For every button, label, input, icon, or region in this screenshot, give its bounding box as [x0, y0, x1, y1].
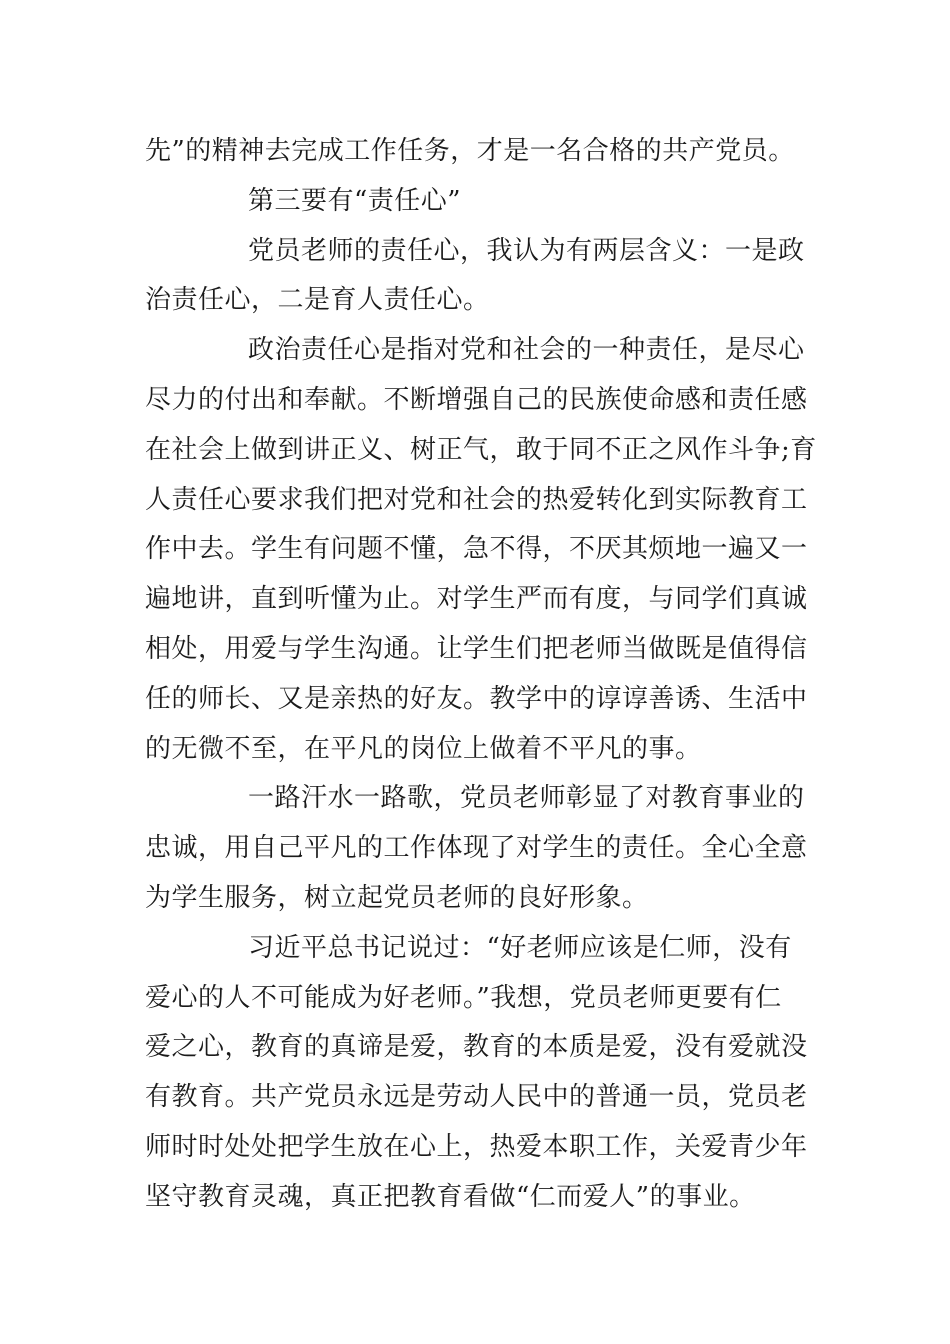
text-line: 爱之心，教育的真谛是爱，教育的本质是爱，没有爱就没	[145, 1032, 808, 1063]
paragraph-first-line: 习近平总书记说过：“好老师应该是仁师，没有	[248, 932, 792, 963]
text-line: 有教育。共产党员永远是劳动人民中的普通一员，党员老	[145, 1082, 808, 1113]
text-line: 为学生服务，树立起党员老师的良好形象。	[145, 882, 649, 913]
document-body	[145, 127, 817, 1223]
paragraph-first-line: 一路汗水一路歌，党员老师彰显了对教育事业的	[248, 783, 805, 814]
text-line: 相处，用爱与学生沟通。让学生们把老师当做既是值得信	[145, 633, 808, 664]
text-line: 忠诚，用自己平凡的工作体现了对学生的责任。全心全意	[145, 833, 808, 864]
text-line: 作中去。学生有问题不懂，急不得，不厌其烦地一遍又一	[145, 534, 808, 565]
text-line: 爱心的人不可能成为好老师。”我想，党员老师更要有仁	[145, 982, 782, 1013]
text-line: 坚守教育灵魂，真正把教育看做“仁而爱人”的事业。	[145, 1181, 756, 1212]
text-line: 先”的精神去完成工作任务，才是一名合格的共产党员。	[145, 136, 795, 166]
section-heading: 第三要有“责任心”	[248, 185, 462, 216]
paragraph-first-line: 政治责任心是指对党和社会的一种责任，是尽心	[248, 335, 805, 366]
paragraph-first-line: 党员老师的责任心，我认为有两层含义：一是政	[248, 235, 805, 266]
text-line: 师时时处处把学生放在心上，热爱本职工作，关爱青少年	[145, 1131, 808, 1162]
text-line: 在社会上做到讲正义、树正气，敢于同不正之风作斗争;育	[145, 434, 817, 465]
text-line: 任的师长、又是亲热的好友。教学中的谆谆善诱、生活中	[145, 683, 808, 714]
text-line: 人责任心要求我们把对党和社会的热爱转化到实际教育工	[145, 484, 808, 515]
text-line: 遍地讲，直到听懂为止。对学生严而有度，与同学们真诚	[145, 584, 808, 615]
text-line: 的无微不至，在平凡的岗位上做着不平凡的事。	[145, 733, 702, 764]
text-line: 治责任心，二是育人责任心。	[145, 285, 490, 316]
text-line: 尽力的付出和奉献。不断增强自己的民族使命感和责任感	[145, 384, 808, 415]
